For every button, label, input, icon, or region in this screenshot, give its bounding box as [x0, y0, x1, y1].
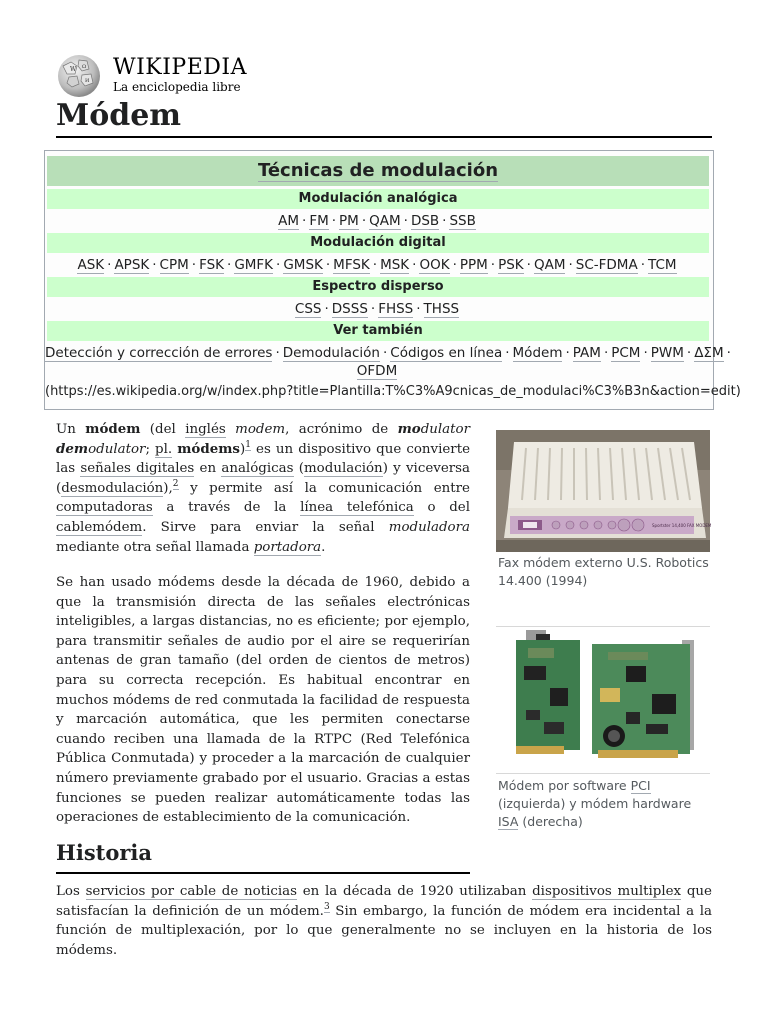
- navbox-link[interactable]: FHSS: [378, 301, 414, 317]
- navbox-list-analog: [45, 211, 709, 231]
- svg-text:И: И: [85, 78, 90, 84]
- navbox-separator: ·: [603, 345, 609, 361]
- modem-cards-image[interactable]: [496, 626, 710, 774]
- text: ) y viceversa (: [56, 461, 470, 496]
- bold-italic-term: dem: [56, 440, 89, 457]
- text: a través de la: [152, 500, 301, 516]
- text: ): [239, 441, 246, 457]
- navbox-link[interactable]: PWM: [650, 345, 684, 361]
- link-linea-telefonica[interactable]: línea telefónica: [300, 500, 414, 516]
- italic-term: dulator: [420, 422, 470, 437]
- navbox-separator: ·: [227, 257, 232, 273]
- navbox-link[interactable]: MFSK: [333, 257, 370, 273]
- navbox-separator: ·: [325, 257, 331, 273]
- text: (: [293, 461, 304, 477]
- text: en: [194, 461, 222, 477]
- reference-2[interactable]: 2: [172, 479, 179, 490]
- navbox-title: [47, 156, 709, 186]
- navbox-link[interactable]: SC-FDMA: [575, 257, 638, 273]
- figure-2-caption: [498, 777, 710, 831]
- intro-paragraph-1: [56, 420, 470, 557]
- wikipedia-globe-icon: [55, 52, 105, 98]
- navbox-link[interactable]: CSS: [294, 301, 322, 317]
- reference-3[interactable]: 3: [323, 902, 330, 913]
- navbox-group-analog: Modulación analógica: [47, 189, 709, 209]
- navbox-link[interactable]: Códigos en línea: [390, 345, 503, 361]
- navbox-link[interactable]: MSK: [380, 257, 410, 273]
- bold-term: módem: [85, 421, 141, 437]
- wikipedia-logo[interactable]: [55, 52, 247, 98]
- navbox-separator: ·: [324, 301, 329, 317]
- navbox-link[interactable]: DSB: [410, 213, 440, 229]
- navbox-link[interactable]: APSK: [114, 257, 150, 273]
- navbox-source-url: (https://es.wikipedia.org/w/index.php?title=Plantilla:T%C3%A9cnicas_de_modulaci%C3%B3n&action=edit): [45, 384, 741, 399]
- wordmark: [113, 56, 247, 94]
- navbox-separator: ·: [152, 257, 157, 273]
- svg-text:W: W: [70, 66, 77, 73]
- navbox-link[interactable]: OFDM: [356, 363, 398, 379]
- navbox-link[interactable]: QAM: [369, 213, 401, 229]
- link-plural[interactable]: pl.: [155, 441, 173, 457]
- text: [226, 422, 235, 437]
- navbox-separator: ·: [382, 345, 388, 361]
- text: . Sirve para enviar la señal: [142, 519, 389, 535]
- text: en la década de 1920 utilizaban: [297, 884, 533, 899]
- navbox-title-link[interactable]: Técnicas de modulación: [257, 160, 499, 181]
- section-heading-historia: Historia: [56, 838, 470, 874]
- navbox-link[interactable]: GMSK: [283, 257, 323, 273]
- navbox-separator: ·: [565, 345, 570, 361]
- navbox-separator: ·: [370, 301, 376, 317]
- navbox-separator: ·: [403, 213, 408, 229]
- navbox-separator: ·: [568, 257, 573, 273]
- text: (derecha): [518, 814, 583, 829]
- text: (izquierda) y módem hardware: [498, 796, 692, 811]
- link-computadoras[interactable]: computadoras: [56, 500, 153, 516]
- modulation-navbox: [44, 150, 741, 410]
- link-servicios-cable-noticias[interactable]: servicios por cable de noticias: [85, 884, 298, 899]
- navbox-separator: ·: [452, 257, 457, 273]
- text: , acrónimo de: [285, 422, 398, 437]
- navbox-group-see-also: Ver también: [47, 321, 709, 341]
- navbox-separator: ·: [372, 257, 378, 273]
- navbox-link[interactable]: FSK: [199, 257, 225, 273]
- navbox-separator: ·: [276, 257, 281, 273]
- navbox-link[interactable]: TCM: [648, 257, 677, 273]
- italic-term: modem: [235, 422, 286, 437]
- modem-model-text: Sportster 14,400 FAX MODEM: [652, 523, 712, 528]
- navbox-separator: ·: [640, 257, 645, 273]
- text: es un dispositivo que convierte las: [56, 441, 470, 477]
- link-pci[interactable]: PCI: [630, 778, 651, 793]
- navbox-link[interactable]: PSK: [498, 257, 524, 273]
- navbox-link[interactable]: THSS: [423, 301, 460, 317]
- navbox-group-digital: Modulación digital: [47, 233, 709, 253]
- navbox-link[interactable]: PAM: [572, 345, 601, 361]
- navbox-separator: ·: [526, 257, 531, 273]
- external-modem-image[interactable]: [496, 430, 710, 552]
- navbox-separator: ·: [643, 345, 648, 361]
- navbox-separator: ·: [416, 301, 421, 317]
- navbox-link[interactable]: PCM: [611, 345, 641, 361]
- page-title: Módem: [56, 96, 712, 138]
- text: (del: [140, 422, 186, 437]
- text: Sin embargo, la función de módem era incidental a la función de multiplexación, por lo que generalmente no se incluyen en la historia de los módems.: [56, 903, 712, 958]
- text: Módem por software: [498, 778, 631, 793]
- italic-term: odulator: [88, 441, 146, 457]
- navbox-link[interactable]: AM: [278, 213, 300, 229]
- bold-italic-term: mo: [397, 421, 421, 437]
- navbox-link[interactable]: FM: [309, 213, 329, 229]
- navbox-separator: ·: [686, 345, 692, 361]
- navbox-separator: ·: [275, 345, 280, 361]
- navbox-link[interactable]: CPM: [159, 257, 189, 273]
- link-analogicas[interactable]: analógicas: [221, 461, 294, 477]
- navbox-list-digital: [45, 255, 709, 275]
- navbox-link[interactable]: Módem: [512, 345, 563, 361]
- navbox-group-spread: Espectro disperso: [47, 277, 709, 297]
- wordmark-tagline: La enciclopedia libre: [113, 80, 241, 94]
- link-dispositivos-multiplex[interactable]: dispositivos multiplex: [532, 884, 682, 899]
- link-ingles[interactable]: inglés: [185, 422, 226, 437]
- link-desmodulacion[interactable]: desmodulación: [61, 480, 164, 496]
- navbox-separator: ·: [361, 213, 367, 229]
- historia-paragraph: [56, 882, 712, 960]
- navbox-separator: ·: [191, 257, 197, 273]
- navbox-link[interactable]: Demodulación: [282, 345, 380, 361]
- navbox-link[interactable]: ASK: [77, 257, 105, 273]
- navbox-list-see-also-2: [45, 361, 709, 381]
- link-portadora[interactable]: portadora: [253, 539, 322, 555]
- text: Un: [56, 422, 86, 437]
- navbox-link[interactable]: Detección y corrección de errores: [45, 345, 273, 361]
- text: ;: [145, 441, 156, 457]
- navbox-link[interactable]: DSSS: [331, 301, 368, 317]
- pci-card-icon: [516, 630, 580, 754]
- navbox-link[interactable]: OOK: [419, 257, 450, 273]
- navbox-list-see-also: [45, 343, 731, 363]
- navbox-separator: ·: [412, 257, 417, 273]
- link-cablemodem[interactable]: cablemódem: [56, 519, 143, 535]
- text: o del: [413, 500, 471, 516]
- figure-1-caption: Fax módem externo U.S. Robotics 14.400 (1994): [498, 555, 709, 588]
- navbox-separator: ·: [726, 345, 731, 361]
- navbox-link[interactable]: ΔΣΜ: [694, 345, 724, 361]
- text: .: [321, 539, 326, 555]
- wordmark-title: WIKIPEDIA: [113, 55, 248, 80]
- navbox-link[interactable]: PPM: [459, 257, 488, 273]
- link-isa[interactable]: ISA: [498, 814, 519, 829]
- text: mediante otra señal llamada: [56, 539, 254, 555]
- navbox-separator: ·: [490, 257, 496, 273]
- navbox-separator: ·: [442, 213, 447, 229]
- navbox-list-spread: [45, 299, 709, 319]
- navbox-link[interactable]: GMFK: [234, 257, 274, 273]
- text: ),: [163, 480, 173, 496]
- isa-card-icon: [592, 640, 694, 758]
- text: que satisfacían la definición de un módem.: [56, 884, 712, 919]
- navbox-separator: ·: [331, 213, 337, 229]
- intro-paragraph-2: Se han usado módems desde la década de 1960, debido a que la transmisión directa de las señales electrónicas inteligibles, a largas distancias, no es eficiente; por ejemplo, para transmitir señales de audio por el aire se requerirían antenas de gran tamaño (del orden de cientos de metros) para su correcta recepción. Es habitual encontrar en muchos módems de red conmutada la facilidad de respuesta y marcación automática, que les permiten conectarse cuando reciben una llamada de la RTPC (Red Telefónica Pública Conmutada) y proceder a la marcación de cualquier número previamente grabado por el usuario. Gracias a estas funciones se pueden realizar automáticamente todas las operaciones de establecimiento de la comunicación.: [56, 575, 470, 826]
- navbox-link[interactable]: QAM: [533, 257, 566, 273]
- navbox-separator: ·: [302, 213, 307, 229]
- link-modulacion[interactable]: modulación: [303, 461, 383, 477]
- bold-term: módems: [177, 440, 240, 457]
- navbox-link[interactable]: SSB: [449, 213, 476, 229]
- navbox-link[interactable]: PM: [339, 213, 359, 229]
- navbox-separator: ·: [107, 257, 112, 273]
- link-senales-digitales[interactable]: señales digitales: [80, 461, 195, 477]
- italic-term: moduladora: [388, 519, 470, 535]
- reference-1[interactable]: 1: [245, 440, 251, 451]
- text: y permite así la comunicación entre: [178, 480, 470, 496]
- svg-text:Ω: Ω: [82, 64, 87, 70]
- text: Los: [56, 884, 86, 899]
- navbox-separator: ·: [505, 345, 510, 361]
